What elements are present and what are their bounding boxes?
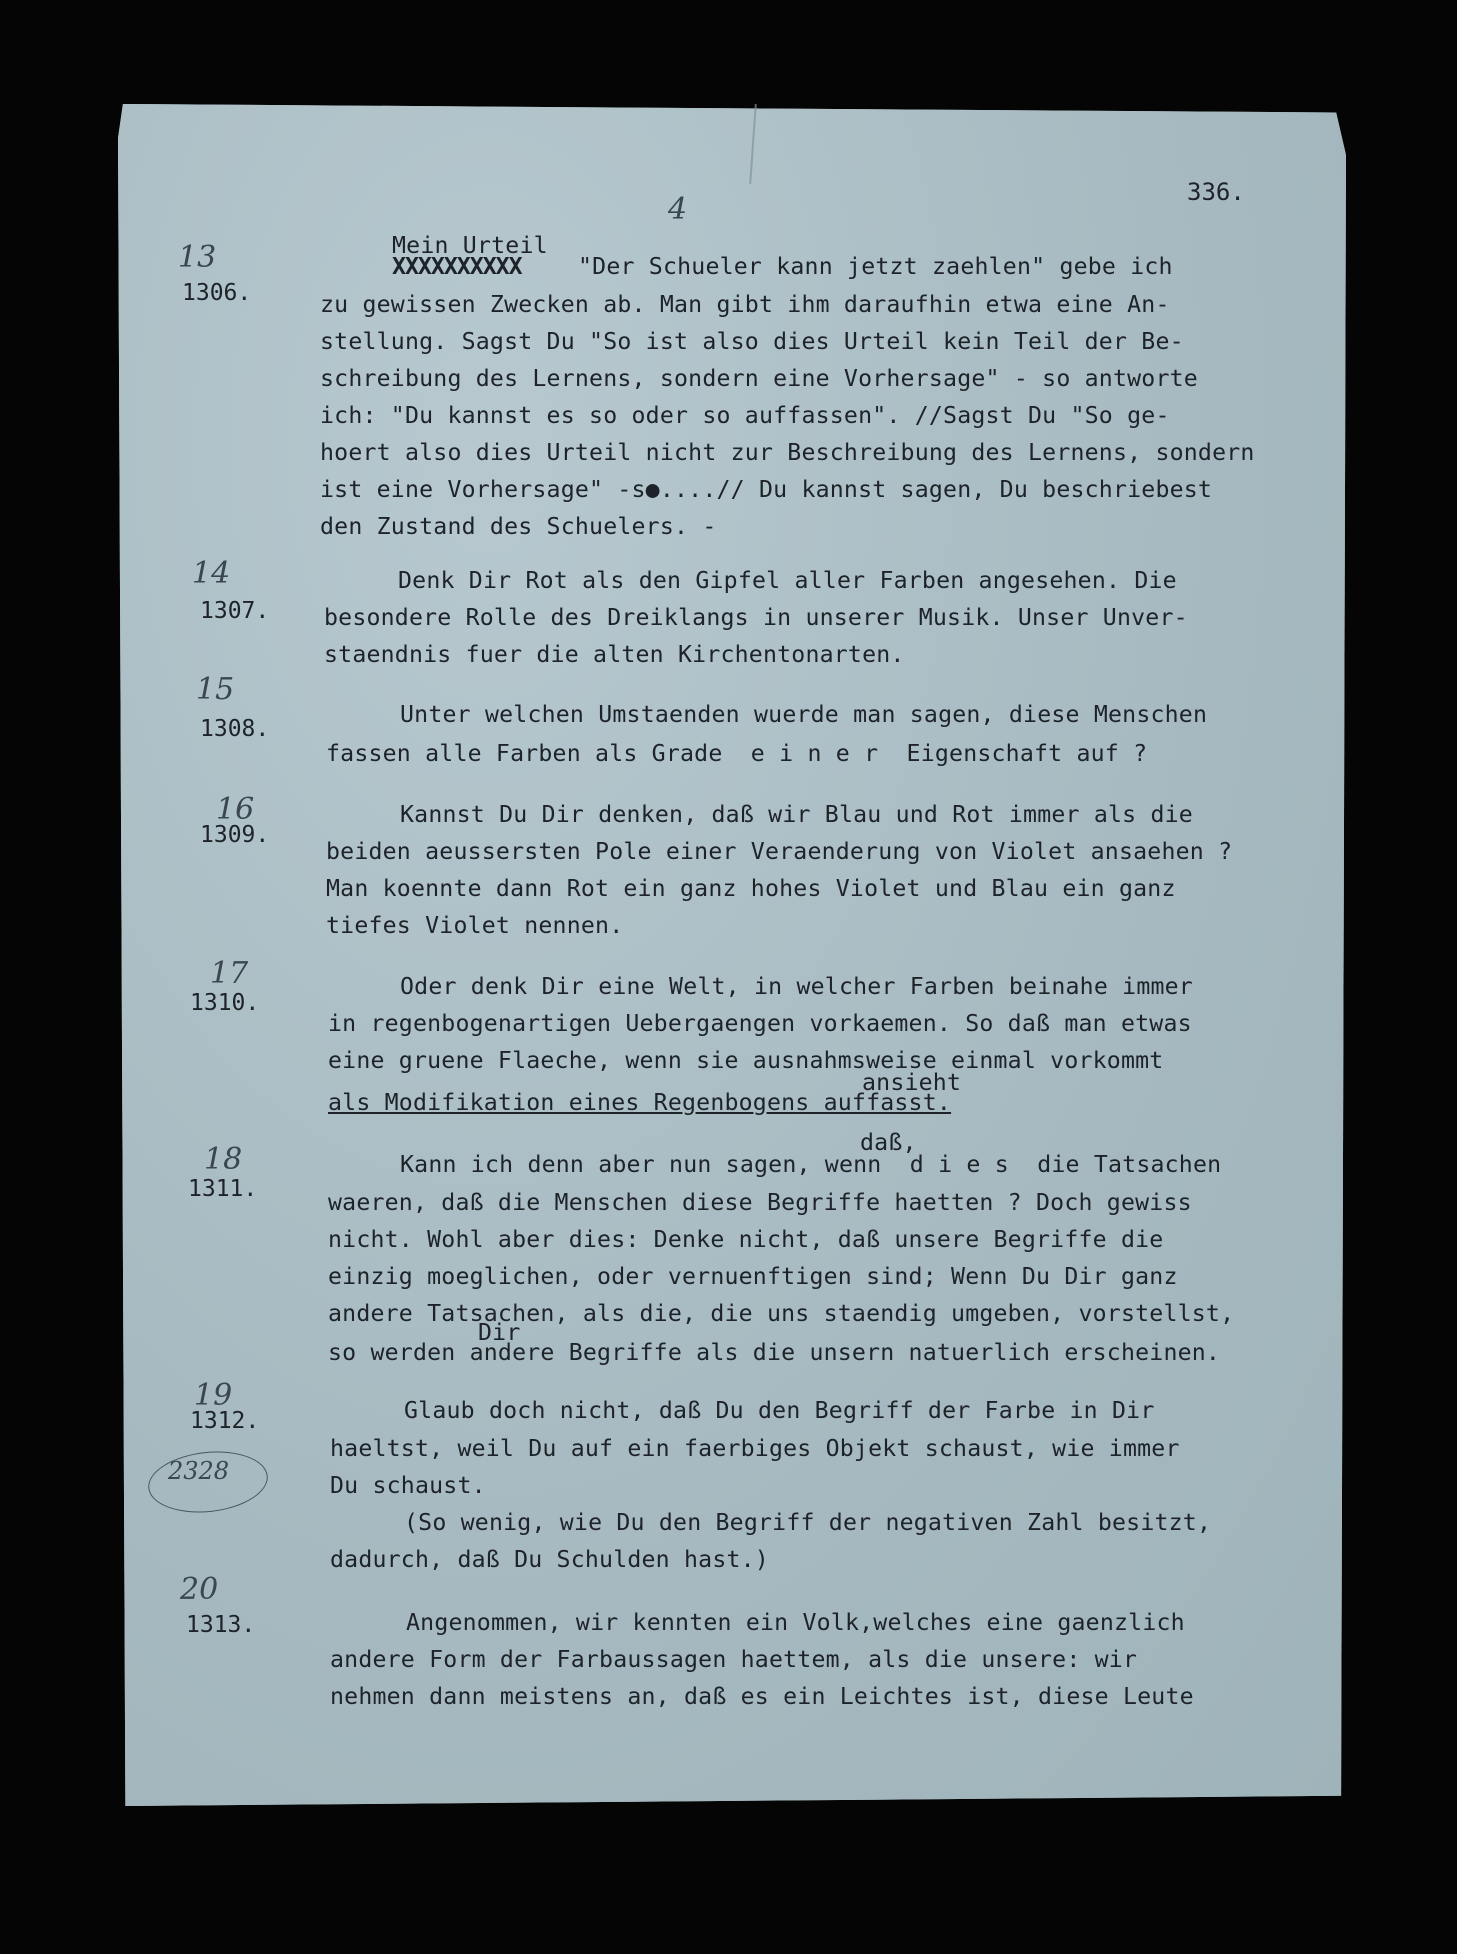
text-line: Angenommen, wir kennten ein Volk,welches eine gaenzlich bbox=[406, 1609, 1185, 1636]
text-line: eine gruene Flaeche, wenn sie ausnahmsweise einmal vorkommt bbox=[328, 1047, 1164, 1074]
insert-above-text: ansieht bbox=[862, 1069, 962, 1096]
text-line: Kann ich denn aber nun sagen, wenn d i e s die Tatsachen bbox=[400, 1151, 1222, 1178]
text-line: in regenbogenartigen Uebergaengen vorkaemen. So daß man etwas bbox=[328, 1010, 1192, 1037]
text-line: fassen alle Farben als Grade e i n e r Eigenschaft auf ? bbox=[326, 740, 1148, 767]
section-remark-number: 1311. bbox=[188, 1176, 258, 1202]
text-line: den Zustand des Schuelers. - bbox=[320, 513, 717, 540]
text-line: Du schaust. bbox=[330, 1472, 486, 1499]
header-handwritten-mark: 4 bbox=[668, 192, 688, 227]
text-line: haeltst, weil Du auf ein faerbiges Objekt schaust, wie immer bbox=[330, 1435, 1180, 1462]
section-remark-number: 1306. bbox=[182, 280, 252, 306]
text-line: "Der Schueler kann jetzt zaehlen" gebe ich bbox=[578, 253, 1173, 280]
text-line: ist eine Vorhersage" -s●....// Du kannst sagen, Du beschriebest bbox=[320, 476, 1213, 503]
text-line: ich: "Du kannst es so oder so auffassen". //Sagst Du "So ge- bbox=[320, 402, 1170, 429]
text-line: Man koennte dann Rot ein ganz hohes Violet und Blau ein ganz bbox=[326, 875, 1176, 902]
section-hand-number: 18 bbox=[204, 1142, 243, 1177]
text-line: staendnis fuer die alten Kirchentonarten. bbox=[324, 641, 905, 668]
page-number: 336. bbox=[1187, 178, 1245, 206]
section-remark-number: 1312. bbox=[190, 1408, 260, 1434]
section-hand-number: 17 bbox=[210, 956, 249, 991]
text-line: Unter welchen Umstaenden wuerde man sagen, diese Menschen bbox=[400, 701, 1208, 728]
text-line: einzig moeglichen, oder vernuenftigen sind; Wenn Du Dir ganz bbox=[328, 1263, 1178, 1290]
struck-text: XXXXXXXXXX bbox=[392, 253, 522, 280]
text-line: andere Form der Farbaussagen haettem, als die unsere: wir bbox=[330, 1646, 1138, 1673]
text-line: hoert also dies Urteil nicht zur Beschreibung des Lernens, sondern bbox=[320, 439, 1255, 466]
text-line: stellung. Sagst Du "So ist also dies Urteil kein Teil der Be- bbox=[320, 328, 1184, 355]
section-hand-number: 13 bbox=[178, 240, 217, 275]
text-line: waeren, daß die Menschen diese Begriffe haetten ? Doch gewiss bbox=[328, 1189, 1192, 1216]
text-line: Denk Dir Rot als den Gipfel aller Farben angesehen. Die bbox=[398, 567, 1177, 594]
section-hand-number: 16 bbox=[216, 792, 255, 827]
text-line: als Modifikation eines Regenbogens auffasst. bbox=[328, 1089, 952, 1116]
section-remark-number: 1308. bbox=[200, 716, 270, 742]
text-line: zu gewissen Zwecken ab. Man gibt ihm daraufhin etwa eine An- bbox=[320, 291, 1170, 318]
text-line: dadurch, daß Du Schulden hast.) bbox=[330, 1546, 769, 1573]
text-line: andere Tatsachen, als die, die uns staendig umgeben, vorstellst, bbox=[328, 1300, 1235, 1327]
section-remark-number: 1307. bbox=[200, 598, 270, 624]
text-line: Glaub doch nicht, daß Du den Begriff der Farbe in Dir bbox=[404, 1397, 1155, 1424]
section-hand-number: 19 bbox=[194, 1378, 233, 1413]
section-hand-number: 15 bbox=[196, 672, 235, 707]
text-line: Oder denk Dir eine Welt, in welcher Farben beinahe immer bbox=[400, 973, 1193, 1000]
insert-above-text: Dir bbox=[478, 1319, 521, 1346]
insert-above-text: daß, bbox=[860, 1129, 917, 1156]
section-remark-number: 1310. bbox=[190, 990, 260, 1016]
text-line: so werden andere Begriffe als die unsern natuerlich erscheinen. bbox=[328, 1339, 1221, 1366]
text-line: Kannst Du Dir denken, daß wir Blau und Rot immer als die bbox=[400, 801, 1193, 828]
text-line: beiden aeussersten Pole einer Veraenderung von Violet ansaehen ? bbox=[326, 838, 1233, 865]
section-remark-number: 1313. bbox=[186, 1612, 256, 1638]
text-line: nicht. Wohl aber dies: Denke nicht, daß unsere Begriffe die bbox=[328, 1226, 1164, 1253]
text-line: tiefes Violet nennen. bbox=[326, 912, 624, 939]
insert-above-text: Mein Urteil bbox=[392, 232, 548, 259]
text-line: (So wenig, wie Du den Begriff der negativen Zahl besitzt, bbox=[404, 1509, 1212, 1536]
archive-number: 2328 bbox=[168, 1457, 230, 1485]
section-remark-number: 1309. bbox=[200, 822, 270, 848]
text-line: besondere Rolle des Dreiklangs in unserer Musik. Unser Unver- bbox=[324, 604, 1188, 631]
section-hand-number: 14 bbox=[192, 556, 231, 591]
text-line: schreibung des Lernens, sondern eine Vorhersage" - so antworte bbox=[320, 365, 1198, 392]
section-hand-number: 20 bbox=[180, 1572, 219, 1607]
text-line: nehmen dann meistens an, daß es ein Leichtes ist, diese Leute bbox=[330, 1683, 1194, 1710]
